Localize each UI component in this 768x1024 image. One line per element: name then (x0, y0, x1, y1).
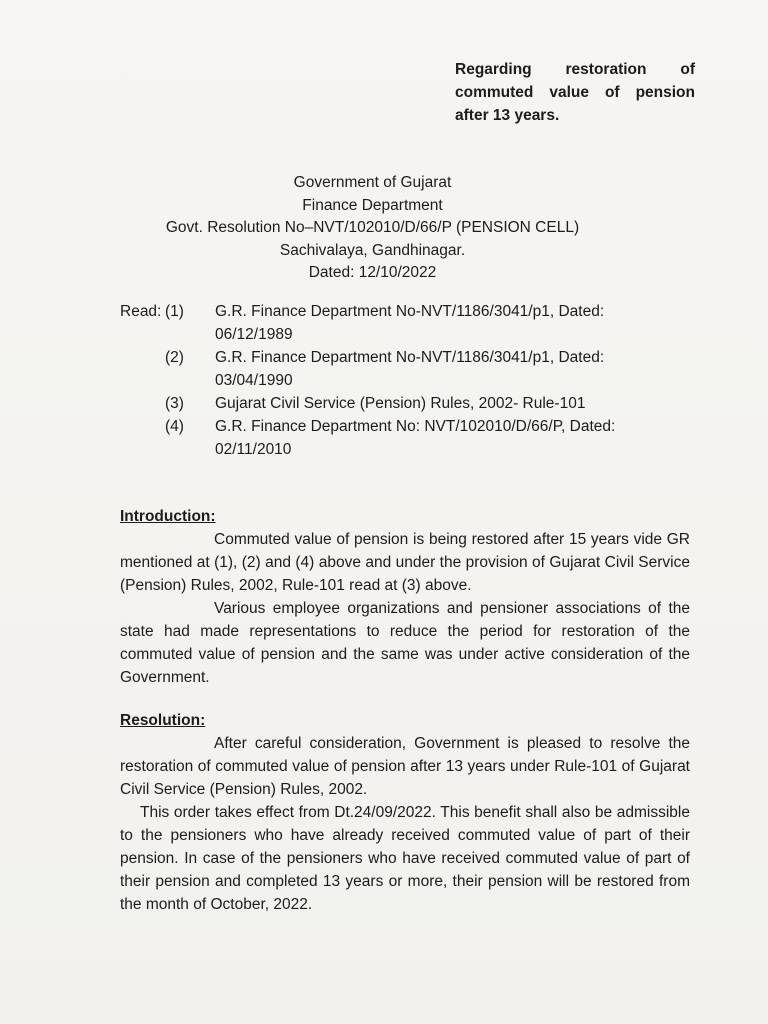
reference-item (120, 392, 680, 415)
reference-line: G.R. Finance Department No: NVT/102010/D/66/P, Dated: (215, 418, 616, 435)
reference-line: G.R. Finance Department No-NVT/1186/3041/p1, Dated: (215, 303, 605, 320)
reference-item (120, 300, 680, 346)
government-name: Government of Gujarat (293, 174, 452, 191)
subject-line: Regarding restoration of (455, 61, 695, 78)
read-references (120, 300, 680, 461)
reference-line: Gujarat Civil Service (Pension) Rules, 2002- Rule-101 (215, 395, 586, 412)
subject-line: after 13 years. (455, 107, 560, 124)
document-header (100, 172, 645, 285)
reference-text (215, 300, 665, 346)
reference-item (120, 346, 680, 392)
place: Sachivalaya, Gandhinagar. (279, 241, 466, 259)
resolution-paragraph: This order takes effect from Dt.24/09/2022. This benefit shall also be admissible to the pensioners who have already received commuted value of part of their pension. In case of the pensioners who have received commuted value of part of their pension and completed 13 years or more, their pension will be restored from the month of October, 2022. (120, 804, 690, 913)
reference-line: 06/12/1989 (215, 326, 293, 343)
introduction-paragraph: Various employee organizations and pensioner associations of the state had made representations to reduce the period for restoration of the commuted value of pension and the same was under active consideration of the Government. (120, 600, 690, 686)
reference-number: (4) (165, 418, 184, 435)
reference-number: (3) (165, 395, 184, 412)
introduction-paragraph: Commuted value of pension is being restored after 15 years vide GR mentioned at (1), (2) and (4) above and under the provision of Gujarat Civil Service (Pension) Rules, 2002, Rule-101 read at (3) above. (120, 531, 690, 594)
read-label: Read: (120, 303, 162, 320)
reference-line: 02/11/2010 (215, 441, 292, 458)
department-name: Finance Department (302, 196, 443, 214)
reference-line: 03/04/1990 (215, 372, 293, 389)
subject-line: commuted value of pension (455, 84, 695, 101)
reference-text (215, 415, 665, 461)
reference-item (120, 415, 680, 461)
reference-text (215, 392, 665, 415)
resolution-section (120, 709, 690, 916)
introduction-section (120, 505, 690, 689)
reference-number: (1) (165, 303, 184, 320)
resolution-number: Govt. Resolution No–NVT/102010/D/66/P (PENSION CELL) (165, 219, 580, 236)
introduction-title: Introduction: (120, 508, 216, 525)
subject-heading (455, 58, 695, 127)
reference-number: (2) (165, 349, 184, 366)
date: Dated: 12/10/2022 (308, 264, 437, 281)
resolution-title: Resolution: (120, 712, 206, 729)
reference-line: G.R. Finance Department No-NVT/1186/3041/p1, Dated: (215, 349, 605, 366)
reference-text (215, 346, 665, 392)
resolution-paragraph: After careful consideration, Government is pleased to resolve the restoration of commuted value of pension after 13 years under Rule-101 of Gujarat Civil Service (Pension) Rules, 2002. (120, 735, 690, 798)
